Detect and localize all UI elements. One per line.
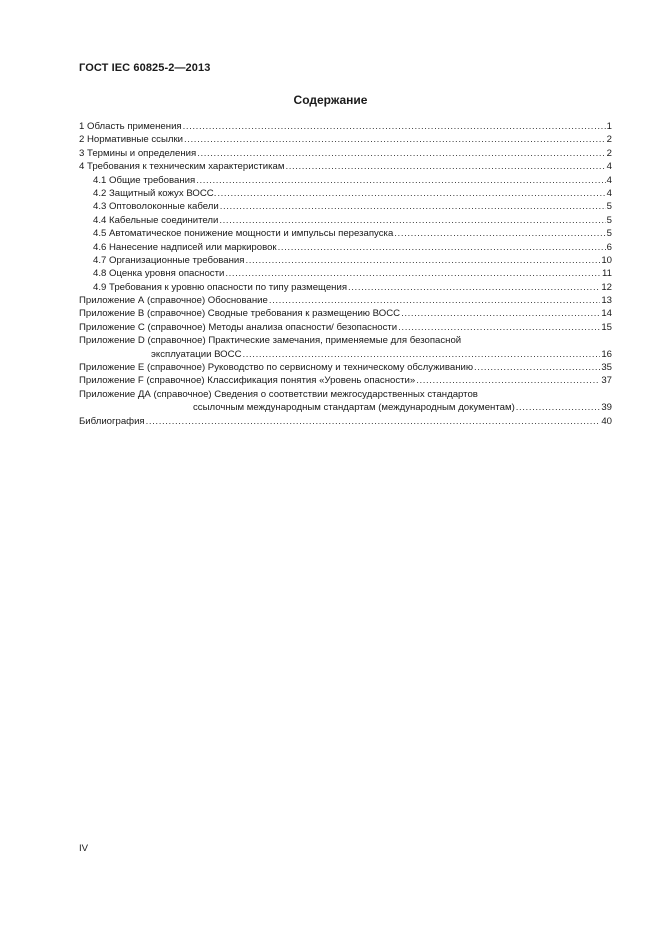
toc-entry[interactable] — [79, 160, 612, 173]
toc-entry-page: 37 — [601, 375, 612, 387]
toc-entry-page: 12 — [601, 281, 612, 293]
leader-dots — [474, 361, 600, 374]
toc-entry-page: 16 — [601, 348, 612, 360]
toc-entry-title: Приложение А (справочное) Обоснование — [79, 295, 268, 307]
toc-entry-page: 4 — [606, 174, 612, 186]
toc-entry-title: 4.2 Защитный кожух ВОСС. — [93, 187, 217, 199]
toc-entry-page: 4 — [606, 161, 612, 173]
toc-entry-bibliography[interactable] — [79, 415, 612, 428]
toc-entry-title: 2 Нормативные ссылки — [79, 134, 184, 146]
toc-entry-title: 4.1 Общие требования — [93, 174, 196, 186]
toc-entry-title: Библиография — [79, 415, 145, 427]
toc-entry-page: 2 — [606, 134, 612, 146]
toc-entry-title: 4.9 Требования к уровню опасности по типу размещения — [93, 281, 348, 293]
leader-dots — [398, 321, 600, 334]
leader-dots — [196, 174, 605, 187]
toc-entry-page: 14 — [601, 308, 612, 320]
toc-entry-page: 40 — [601, 415, 612, 427]
toc-entry-page: 5 — [606, 201, 612, 213]
page-number: IV — [79, 843, 89, 854]
toc-entry-title: Приложение ДА (справочное) Сведения о соответствии межгосударственных стандартов — [79, 388, 478, 400]
toc-entry[interactable] — [79, 133, 612, 146]
leader-dots — [184, 133, 606, 146]
toc-entry-appendix-e[interactable] — [79, 361, 612, 374]
toc-entry-title: Приложение В (справочное) Сводные требования к размещению ВОСС — [79, 308, 401, 320]
toc-entry-page: 15 — [601, 321, 612, 333]
leader-dots — [243, 348, 601, 361]
toc-title: Содержание — [293, 93, 368, 107]
toc-entry-page: 35 — [601, 362, 612, 374]
toc-entry-appendix-f[interactable] — [79, 374, 612, 387]
leader-dots — [245, 254, 600, 267]
leader-dots — [285, 160, 605, 173]
leader-dots — [219, 214, 605, 227]
toc-entry-page: 6 — [606, 241, 612, 253]
toc-subentry[interactable] — [79, 254, 612, 267]
leader-dots — [416, 374, 600, 387]
toc-entry-appendix-da[interactable] — [79, 388, 612, 415]
toc-entry-page: 10 — [601, 254, 612, 266]
toc-entry-title-continued: эксплуатации ВОСС — [151, 348, 242, 360]
toc-subentry[interactable] — [79, 200, 612, 213]
toc-entry-title: 4.5 Автоматическое понижение мощности и импульсы перезапуска — [93, 228, 394, 240]
leader-dots — [183, 120, 606, 133]
toc-entry-title: Приложение F (справочное) Классификация понятия «Уровень опасности» — [79, 375, 416, 387]
toc-entry-title: Приложение Е (справочное) Руководство по сервисному и техническому обслуживанию — [79, 362, 474, 374]
toc-subentry[interactable] — [79, 187, 612, 200]
toc-subentry[interactable] — [79, 227, 612, 240]
toc-entry-page: 11 — [602, 268, 612, 280]
toc-subentry[interactable] — [79, 267, 612, 280]
toc-entry-title: 4.6 Нанесение надписей или маркировок — [93, 241, 277, 253]
standard-code: ГОСТ IEC 60825-2—2013 — [79, 62, 211, 74]
toc-entry-title-continued: ссылочным международным стандартам (международным документам) — [193, 402, 515, 414]
toc-entry-appendix-c[interactable] — [79, 321, 612, 334]
toc-entry-page: 5 — [606, 214, 612, 226]
toc-entry-page: 2 — [606, 147, 612, 159]
toc-subentry[interactable] — [79, 281, 612, 294]
toc-entry-title: 1 Область применения — [79, 121, 182, 132]
toc-entry-title: 4.4 Кабельные соединители — [93, 214, 219, 226]
toc-entry-title: 3 Термины и определения — [79, 147, 197, 159]
table-of-contents — [79, 120, 612, 428]
leader-dots — [146, 415, 601, 428]
toc-entry-page: 39 — [601, 402, 612, 414]
toc-entry-title: 4.3 Оптоволоконные кабели — [93, 201, 219, 213]
leader-dots — [225, 267, 601, 280]
toc-entry-title: 4.7 Организационные требования — [93, 254, 245, 266]
leader-dots — [197, 147, 605, 160]
toc-entry-page: 1 — [606, 121, 612, 132]
toc-entry-appendix-d[interactable] — [79, 334, 612, 361]
toc-entry-title: 4 Требования к техническим характеристикам — [79, 161, 285, 173]
toc-entry-appendix-a[interactable] — [79, 294, 612, 307]
leader-dots — [401, 307, 600, 320]
leader-dots — [269, 294, 600, 307]
toc-entry-appendix-b[interactable] — [79, 307, 612, 320]
toc-subentry[interactable] — [79, 241, 612, 254]
toc-entry[interactable] — [79, 147, 612, 160]
leader-dots — [348, 281, 600, 294]
toc-entry-page: 4 — [606, 187, 612, 199]
toc-entry-title: Приложение D (справочное) Практические замечания, применяемые для безопасной — [79, 335, 462, 347]
toc-entry-page: 13 — [601, 295, 612, 307]
toc-subentry[interactable] — [79, 214, 612, 227]
leader-dots — [220, 200, 606, 213]
leader-dots — [217, 187, 605, 200]
leader-dots — [516, 401, 601, 414]
leader-dots — [394, 227, 605, 240]
toc-entry-title: 4.8 Оценка уровня опасности — [93, 268, 225, 280]
toc-subentry[interactable] — [79, 174, 612, 187]
toc-entry-title: Приложение С (справочное) Методы анализа опасности/ безопасности — [79, 321, 398, 333]
toc-entry-page: 5 — [606, 228, 612, 240]
leader-dots — [278, 241, 606, 254]
toc-entry[interactable] — [79, 120, 612, 133]
